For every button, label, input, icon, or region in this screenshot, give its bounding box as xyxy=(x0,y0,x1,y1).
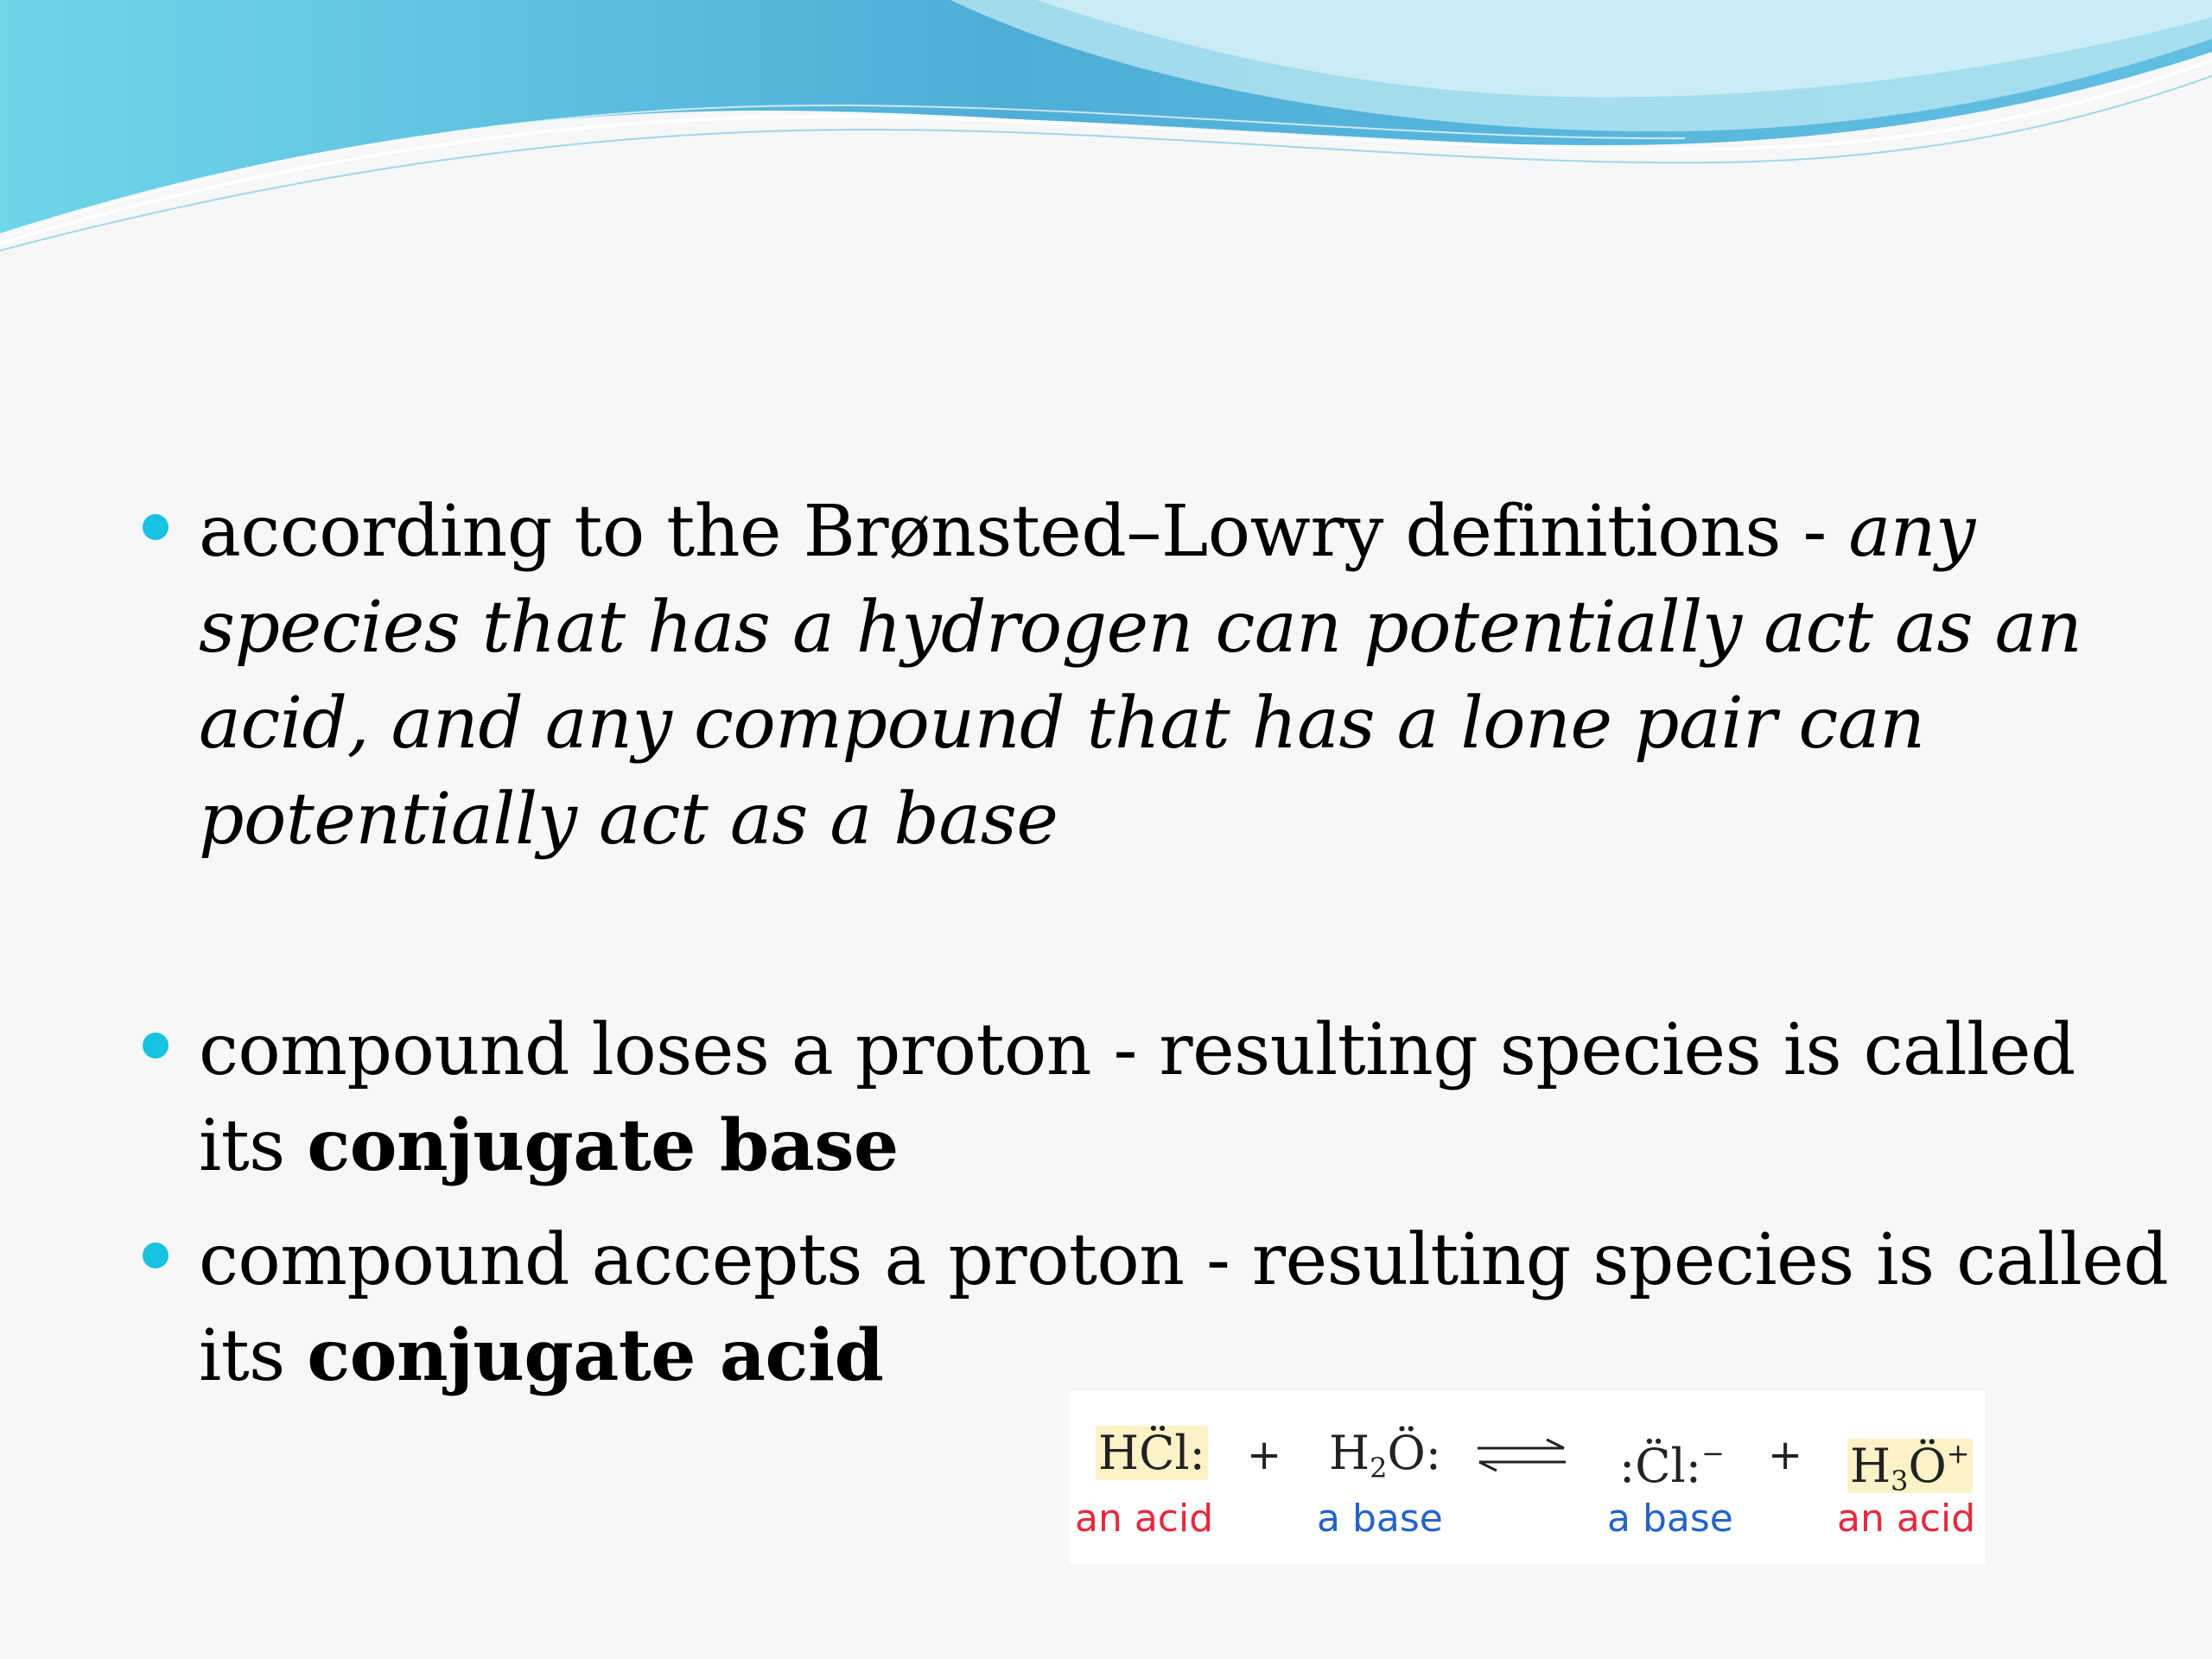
plus-sign: + xyxy=(1768,1431,1803,1479)
label-an-acid: an acid xyxy=(1837,1497,1976,1541)
bullet-conjugate-acid xyxy=(199,1212,2168,1404)
bullet-text: compound loses a proton - resulting species is called xyxy=(199,1009,2075,1091)
label-a-base: a base xyxy=(1317,1497,1443,1541)
bold-term: conjugate base xyxy=(307,1104,899,1187)
bullet-line xyxy=(199,676,2082,772)
chemical-formula xyxy=(1619,1439,1725,1493)
bullet-text: compound accepts a proton - resulting species is called xyxy=(199,1219,2169,1301)
bullet-line xyxy=(199,1002,2075,1098)
bullet-line xyxy=(199,580,2082,676)
bullet-text: any xyxy=(1848,491,1975,573)
formula-part: + xyxy=(1946,1437,1970,1470)
formula-part: Ö: xyxy=(1387,1426,1441,1480)
bullet-text: according to the Brønsted–Lowry definitions - xyxy=(199,491,1849,573)
formula-part: :C̈l: xyxy=(1619,1439,1701,1493)
acid-base-equation xyxy=(1070,1391,1986,1564)
bold-term: conjugate acid xyxy=(307,1314,884,1397)
formula-part: − xyxy=(1700,1437,1725,1470)
formula-part: 2 xyxy=(1370,1452,1388,1484)
bullet-line xyxy=(199,1308,2168,1404)
bullet-dot xyxy=(143,1243,168,1268)
bullet-line xyxy=(199,484,2082,580)
bullet-line xyxy=(199,1098,2075,1194)
formula-part: H xyxy=(1850,1439,1891,1493)
formula-part: H xyxy=(1329,1426,1370,1480)
bullet-bronsted-lowry xyxy=(199,484,2082,868)
formula-part: 3 xyxy=(1891,1465,1909,1497)
equilibrium-arrow-icon xyxy=(1474,1436,1569,1474)
equation-term-hydronium xyxy=(1847,1427,1973,1507)
equation-term-water xyxy=(1329,1427,1441,1494)
bullet-line xyxy=(199,772,2082,868)
bullet-text: acid, and any compound that has a lone pair can xyxy=(199,683,1925,765)
equation-term-chloride xyxy=(1619,1427,1725,1492)
bullet-line xyxy=(199,1212,2168,1308)
bullet-text: potentially act as a base xyxy=(199,779,1058,861)
bullet-text: its xyxy=(199,1315,308,1397)
bullet-text: species that has a hydrogen can potentially act as an xyxy=(199,587,2082,669)
bullet-conjugate-base xyxy=(199,1002,2075,1194)
formula-part: Ö xyxy=(1908,1439,1947,1493)
chemical-formula xyxy=(1329,1426,1441,1484)
formula-part: HC̈l: xyxy=(1098,1426,1205,1480)
bullet-text: its xyxy=(199,1105,308,1187)
chemical-formula xyxy=(1096,1426,1208,1480)
chemical-formula xyxy=(1847,1437,1973,1497)
equation-term-hcl xyxy=(1096,1427,1208,1479)
label-an-acid: an acid xyxy=(1075,1497,1214,1541)
plus-sign: + xyxy=(1247,1431,1282,1479)
bullet-dot xyxy=(143,1033,168,1058)
label-a-base: a base xyxy=(1607,1497,1733,1541)
bullet-dot xyxy=(143,514,168,540)
